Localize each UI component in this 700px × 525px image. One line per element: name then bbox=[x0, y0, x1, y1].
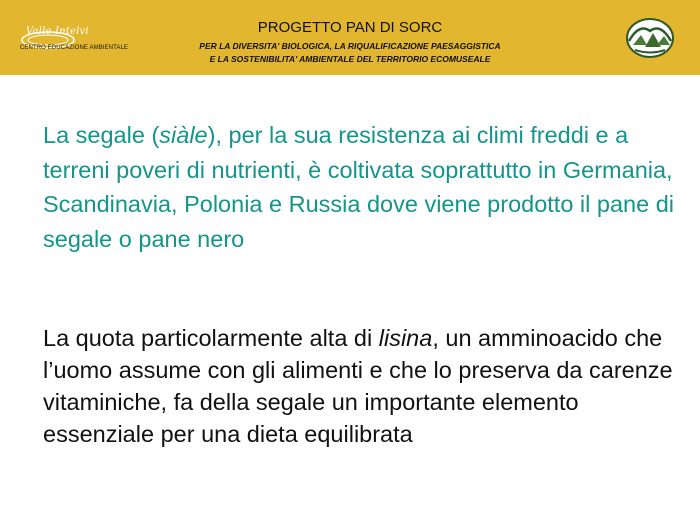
paragraph-lisina bbox=[43, 322, 683, 450]
paragraph1-italic-term: siàle bbox=[159, 122, 208, 148]
paragraph1-text-end: ), per la sua resistenza ai climi freddi e a terreni poveri di nutrienti, è coltivata soprattutto in Germania, Scandinavia, Polonia e Russia dove viene prodotto il pane di segale o pane nero bbox=[43, 122, 675, 252]
paragraph2-text-end: , un amminoacido che l’uomo assume con gli alimenti e che lo preserva da carenze vitaminiche, fa della segale un importante elemento essenziale per una dieta equilibrata bbox=[43, 325, 673, 447]
header-banner bbox=[0, 0, 700, 75]
ecomuseum-emblem-icon bbox=[625, 17, 675, 59]
project-subtitle-line2: E LA SOSTENIBILITA' AMBIENTALE DEL TERRITORIO ECOMUSEALE bbox=[209, 54, 491, 64]
paragraph1-text-start: La segale ( bbox=[43, 122, 160, 148]
logo-script-text: Valle Intelvi bbox=[26, 26, 89, 37]
logo-caption: CENTRO EDUCAZIONE AMBIENTALE bbox=[20, 45, 129, 51]
paragraph2-text-start: La quota particolarmente alta di bbox=[43, 325, 379, 351]
paragraph2-italic-term: lisina bbox=[378, 325, 433, 351]
paragraph-segale-intro bbox=[43, 118, 683, 256]
project-title: PROGETTO PAN DI SORC bbox=[257, 19, 443, 36]
project-subtitle-line1: PER LA DIVERSITA' BIOLOGICA, LA RIQUALIFICAZIONE PAESAGGISTICA bbox=[199, 41, 501, 51]
